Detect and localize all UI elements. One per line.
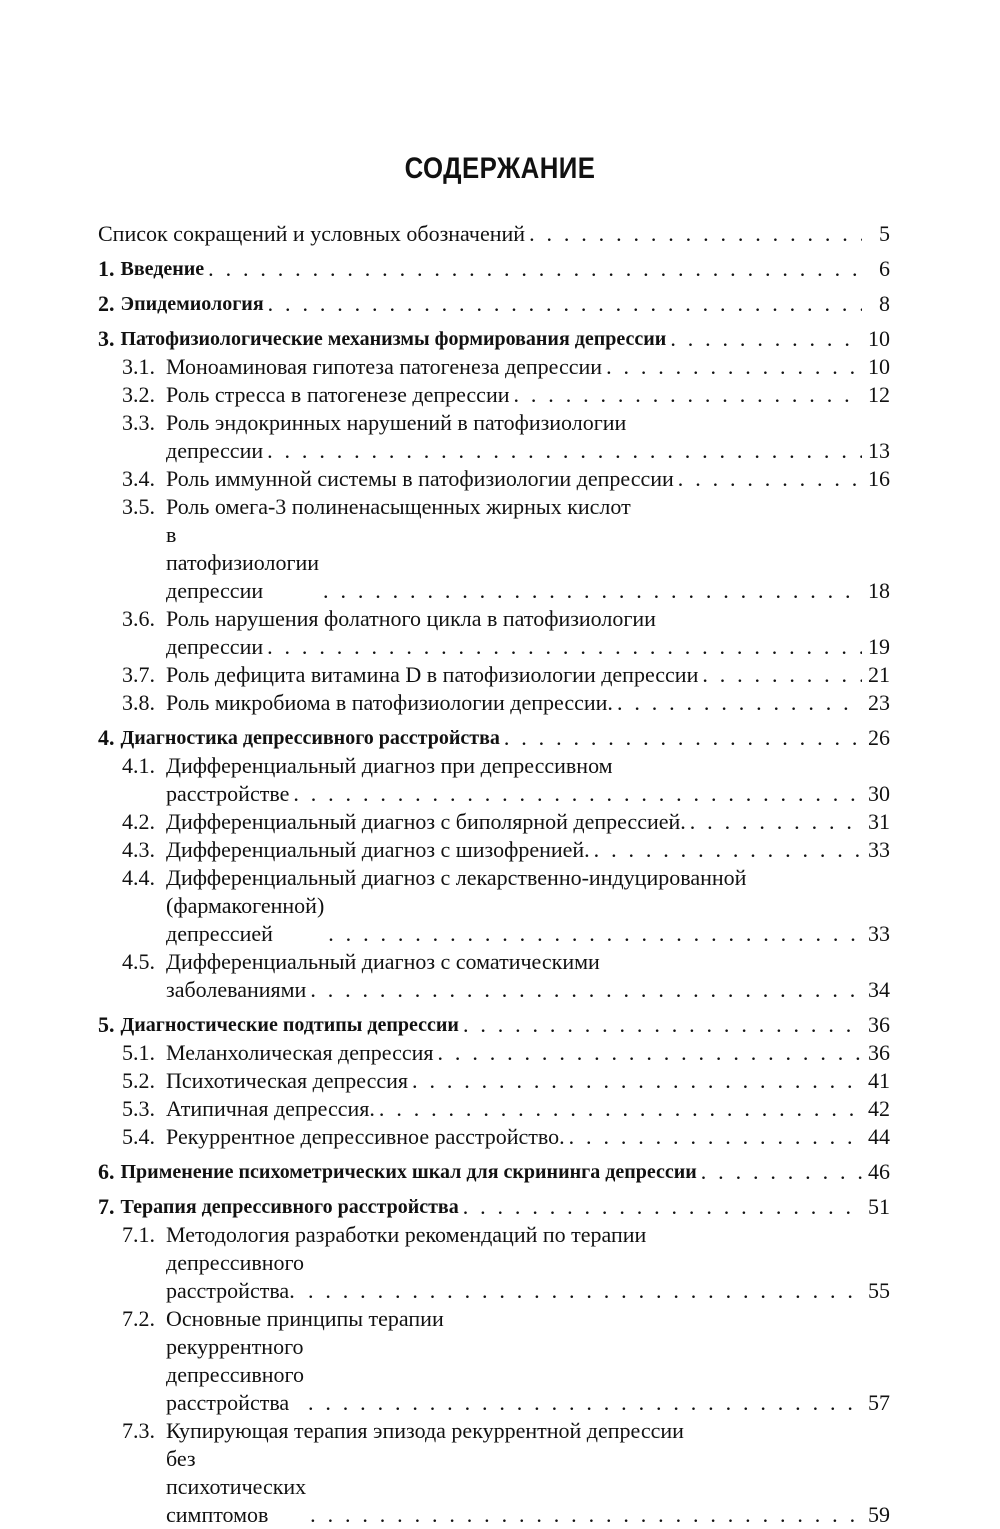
toc-chapter-number: 7. — [98, 1194, 115, 1219]
leader-dots — [412, 1067, 862, 1095]
toc-page-number: 26 — [868, 725, 890, 750]
toc-entry-text-cont: депрессии — [166, 634, 264, 659]
toc-chapter-number: 4. — [98, 725, 115, 750]
toc-page-number: 18 — [868, 578, 890, 603]
toc-entry-text: Роль нарушения фолатного цикла в патофизиологии — [166, 606, 656, 631]
toc-chapter-1[interactable] — [98, 255, 890, 283]
leader-dots — [267, 633, 862, 661]
toc-page-number: 42 — [868, 1096, 890, 1121]
toc-chapter-6[interactable] — [98, 1158, 890, 1186]
leader-dots — [463, 1011, 862, 1039]
toc-section-4-5[interactable] — [98, 948, 890, 1004]
toc-section-7-3[interactable] — [98, 1417, 890, 1529]
toc-entry-text: Дифференциальный диагноз при депрессивном — [166, 753, 613, 778]
toc-chapter-5[interactable] — [98, 1011, 890, 1039]
toc-section-3-4[interactable] — [98, 465, 890, 493]
toc-entry-text: Роль эндокринных нарушений в патофизиологии — [166, 410, 627, 435]
toc-section-5-2[interactable] — [98, 1067, 890, 1095]
toc-section-number: 3.1. — [122, 354, 155, 379]
toc-entry-text-cont: расстройстве — [166, 781, 290, 806]
leader-dots — [310, 976, 862, 1004]
toc-entry-text-cont: заболеваниями — [166, 977, 307, 1002]
toc-page-number: 8 — [879, 291, 890, 316]
toc-page-number: 36 — [868, 1040, 890, 1065]
toc-page-number: 6 — [879, 256, 890, 281]
toc-entry-text: Эпидемиология — [120, 293, 264, 315]
toc-entry-text: Методология разработки рекомендаций по терапии — [166, 1222, 647, 1247]
toc-page-number: 30 — [868, 781, 890, 806]
toc-chapter-3[interactable] — [98, 325, 890, 353]
toc-section-7-2[interactable] — [98, 1305, 890, 1417]
toc-section-3-8[interactable] — [98, 689, 890, 717]
leader-dots — [670, 325, 862, 353]
toc-section-number: 7.3. — [122, 1418, 155, 1443]
toc-chapter-4[interactable] — [98, 724, 890, 752]
toc-entry-text: Применение психометрических шкал для скрининга депрессии — [120, 1161, 697, 1183]
toc-entry-text: Купирующая терапия эпизода рекуррентной депрессии — [166, 1418, 684, 1443]
toc-page-number: 36 — [868, 1012, 890, 1037]
toc-section-number: 3.6. — [122, 606, 155, 631]
leader-dots — [690, 808, 862, 836]
toc-chapter-2[interactable] — [98, 290, 890, 318]
toc-page-number: 21 — [868, 662, 890, 687]
leader-dots — [701, 1158, 862, 1186]
toc-chapter-number: 1. — [98, 256, 115, 281]
toc-entry-text: Моноаминовая гипотеза патогенеза депрессии — [166, 354, 603, 379]
toc-entry-text: Патофизиологические механизмы формирования депрессии — [120, 328, 667, 350]
toc-chapter-number: 6. — [98, 1159, 115, 1184]
toc-section-3-1[interactable] — [98, 353, 890, 381]
toc-section-4-1[interactable] — [98, 752, 890, 808]
toc-section-number: 4.2. — [122, 809, 155, 834]
table-of-contents — [98, 220, 890, 1529]
toc-entry-text: Рекуррентное депрессивное расстройство. — [166, 1124, 565, 1149]
toc-entry-text: Основные принципы терапии — [166, 1306, 444, 1331]
toc-entry-text: Диагностические подтипы депрессии — [120, 1014, 459, 1036]
toc-page-number: 5 — [879, 221, 890, 246]
toc-section-number: 4.3. — [122, 837, 155, 862]
toc-page-number: 16 — [868, 466, 890, 491]
leader-dots — [323, 577, 862, 605]
toc-section-number: 3.2. — [122, 382, 155, 407]
toc-entry-text-cont: (фармакогенной) депрессией — [166, 893, 325, 946]
toc-entry-text-cont: в патофизиологии депрессии — [166, 522, 320, 603]
leader-dots — [208, 255, 862, 283]
leader-dots — [529, 220, 862, 248]
toc-section-5-1[interactable] — [98, 1039, 890, 1067]
leader-dots — [594, 836, 862, 864]
toc-chapter-number: 5. — [98, 1012, 115, 1037]
toc-section-number: 4.1. — [122, 753, 155, 778]
leader-dots — [267, 437, 862, 465]
leader-dots — [463, 1193, 862, 1221]
leader-dots — [293, 780, 862, 808]
toc-entry-text: Введение — [120, 258, 205, 280]
toc-section-number: 3.5. — [122, 494, 155, 519]
toc-section-number: 3.3. — [122, 410, 155, 435]
toc-page-number: 33 — [868, 837, 890, 862]
leader-dots — [617, 689, 862, 717]
toc-page-number: 13 — [868, 438, 890, 463]
toc-page-number: 41 — [868, 1068, 890, 1093]
toc-page-number: 51 — [868, 1194, 890, 1219]
toc-page-number: 31 — [868, 809, 890, 834]
toc-section-number: 5.4. — [122, 1124, 155, 1149]
toc-section-3-5[interactable] — [98, 493, 890, 605]
toc-entry-text: Роль омега-3 полиненасыщенных жирных кислот — [166, 494, 631, 519]
leader-dots — [504, 724, 862, 752]
toc-page-number: 59 — [868, 1502, 890, 1527]
toc-page-number: 23 — [868, 690, 890, 715]
leader-dots — [438, 1039, 862, 1067]
toc-chapter-number: 2. — [98, 291, 115, 316]
toc-section-number: 7.1. — [122, 1222, 155, 1247]
toc-section-number: 3.4. — [122, 466, 155, 491]
toc-section-4-3[interactable] — [98, 836, 890, 864]
toc-page-number: 44 — [868, 1124, 890, 1149]
leader-dots — [308, 1277, 862, 1305]
toc-entry-text: Дифференциальный диагноз с лекарственно-индуцированной — [166, 865, 747, 890]
page-title: СОДЕРЖАНИЕ — [404, 152, 596, 185]
toc-page-number: 19 — [868, 634, 890, 659]
toc-entry-text: Роль микробиома в патофизиологии депрессии. — [166, 690, 613, 715]
leader-dots — [569, 1123, 862, 1151]
toc-entry-text: Дифференциальный диагноз с шизофренией. — [166, 837, 590, 862]
toc-page-number: 34 — [868, 977, 890, 1002]
toc-entry-text: Роль стресса в патогенезе депрессии — [166, 382, 510, 407]
toc-section-5-3[interactable] — [98, 1095, 890, 1123]
toc-entry-text: Список сокращений и условных обозначений — [98, 221, 526, 246]
toc-entry-text: Дифференциальный диагноз с биполярной депрессией. — [166, 809, 686, 834]
toc-chapter-number: 3. — [98, 326, 115, 351]
toc-entry-text-cont: депрессивного расстройства. — [166, 1250, 304, 1303]
toc-entry-text: Роль дефицита витамина D в патофизиологии депрессии — [166, 662, 699, 687]
toc-page-number: 10 — [868, 354, 890, 379]
leader-dots — [514, 381, 863, 409]
toc-section-number: 3.7. — [122, 662, 155, 687]
toc-section-7-1[interactable] — [98, 1221, 890, 1305]
toc-section-number: 7.2. — [122, 1306, 155, 1331]
leader-dots — [606, 353, 862, 381]
toc-entry-text: Атипичная депрессия. — [166, 1096, 375, 1121]
leader-dots — [308, 1389, 862, 1417]
toc-section-number: 4.5. — [122, 949, 155, 974]
leader-dots — [310, 1501, 862, 1529]
toc-entry-text: Меланхолическая депрессия — [166, 1040, 434, 1065]
toc-entry-text-cont: рекуррентного депрессивного расстройства — [166, 1334, 304, 1415]
toc-chapter-7[interactable] — [98, 1193, 890, 1221]
toc-entry-text: Терапия депрессивного расстройства — [120, 1196, 459, 1218]
toc-section-3-3[interactable] — [98, 409, 890, 465]
toc-entry-text: Диагностика депрессивного расстройства — [120, 727, 500, 749]
toc-entry-text: Роль иммунной системы в патофизиологии депрессии — [166, 466, 674, 491]
toc-entry-text: Психотическая депрессия — [166, 1068, 409, 1093]
toc-section-3-2[interactable] — [98, 381, 890, 409]
toc-section-5-4[interactable] — [98, 1123, 890, 1151]
toc-section-4-2[interactable] — [98, 808, 890, 836]
leader-dots — [328, 920, 862, 948]
leader-dots — [678, 465, 862, 493]
toc-page-number: 12 — [868, 382, 890, 407]
toc-section-3-6[interactable] — [98, 605, 890, 661]
toc-section-number: 4.4. — [122, 865, 155, 890]
toc-entry-text: Дифференциальный диагноз с соматическими — [166, 949, 600, 974]
toc-page-number: 55 — [868, 1278, 890, 1303]
toc-page-number: 57 — [868, 1390, 890, 1415]
toc-section-number: 5.3. — [122, 1096, 155, 1121]
toc-section-number: 3.8. — [122, 690, 155, 715]
toc-page-number: 46 — [868, 1159, 890, 1184]
toc-section-number: 5.1. — [122, 1040, 155, 1065]
toc-section-3-7[interactable] — [98, 661, 890, 689]
leader-dots — [379, 1095, 862, 1123]
toc-page-number: 10 — [868, 326, 890, 351]
leader-dots — [702, 661, 862, 689]
toc-entry-text-cont: депрессии — [166, 438, 264, 463]
toc-entry-text-cont: без психотических симптомов — [166, 1446, 307, 1527]
toc-entry-abbreviations[interactable] — [98, 220, 890, 248]
leader-dots — [268, 290, 862, 318]
toc-section-number: 5.2. — [122, 1068, 155, 1093]
toc-section-4-4[interactable] — [98, 864, 890, 948]
toc-page-number: 33 — [868, 921, 890, 946]
